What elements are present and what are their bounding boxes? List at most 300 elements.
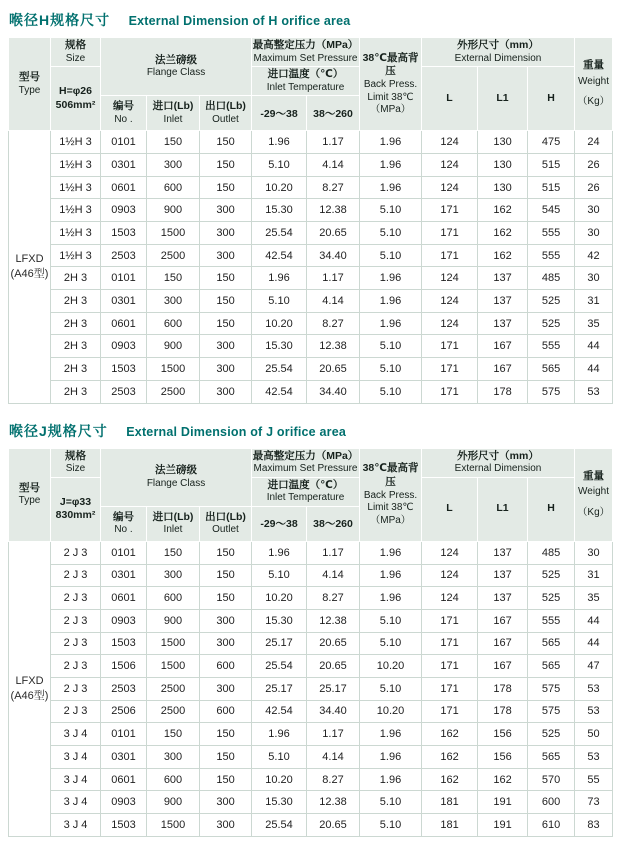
table-cell: 300 [200, 677, 252, 700]
table-cell: 3 J 4 [51, 791, 101, 814]
table-cell: 162 [422, 746, 478, 769]
table-j-title [9, 421, 612, 441]
col-header-weight [575, 448, 613, 541]
table-cell: 5.10 [360, 244, 422, 267]
table-cell: 5.10 [360, 814, 422, 837]
col-header-l [422, 477, 478, 541]
table-cell: 300 [200, 222, 252, 245]
table-cell: 10.20 [252, 587, 307, 610]
table-cell: 2H 3 [51, 358, 101, 381]
table-cell: 44 [575, 609, 613, 632]
table-cell: 167 [478, 609, 528, 632]
col-header-size [51, 448, 101, 477]
table-cell: 300 [200, 380, 252, 403]
no-label-zh: 编号 [113, 100, 134, 113]
table-cell: 1.96 [360, 290, 422, 313]
table-cell: 171 [422, 700, 478, 723]
table-cell: 20.65 [307, 814, 360, 837]
table-cell: 124 [422, 564, 478, 587]
table-cell: 181 [422, 791, 478, 814]
table-cell: 1.96 [360, 131, 422, 154]
table-cell: 1500 [147, 632, 200, 655]
bp-label-en2: Limit 38℃ [367, 502, 414, 514]
table-cell: 15.30 [252, 791, 307, 814]
type-label-en: Type [18, 495, 41, 507]
table-cell: 300 [200, 632, 252, 655]
temp-label-zh: 进口温度（℃） [267, 478, 344, 491]
col-header-back-pressure [360, 448, 422, 541]
temp-label-zh: 进口温度（℃） [267, 68, 344, 81]
table-row [9, 131, 613, 154]
table-cell: 2503 [101, 677, 147, 700]
table-cell: 0601 [101, 768, 147, 791]
table-cell: 171 [422, 677, 478, 700]
table-cell: 1.96 [360, 723, 422, 746]
header-row-2 [9, 477, 613, 506]
col-header-h [528, 477, 575, 541]
table-h-title-zh: 喉径H规格尺寸 [9, 12, 111, 28]
table-cell: 1½H 3 [51, 199, 101, 222]
no-label-zh: 编号 [113, 510, 134, 523]
bp-label-en2: Limit 38℃ [367, 91, 414, 103]
table-cell: 5.10 [252, 746, 307, 769]
table-cell: 191 [478, 791, 528, 814]
table-cell: 565 [528, 632, 575, 655]
table-cell: 150 [200, 267, 252, 290]
table-cell: 55 [575, 768, 613, 791]
table-row [9, 791, 613, 814]
table-cell: 44 [575, 358, 613, 381]
col-header-temp-range-high [307, 506, 360, 541]
table-cell: 124 [422, 541, 478, 564]
table-cell: 600 [147, 768, 200, 791]
table-row [9, 632, 613, 655]
flange-label-zh: 法兰磅级 [155, 464, 197, 477]
bp-label-en1: Back Press. [363, 489, 418, 501]
table-cell: 5.10 [360, 380, 422, 403]
header-row-2 [9, 67, 613, 96]
col-header-inlet [147, 96, 200, 131]
col-header-l1 [478, 477, 528, 541]
table-cell: 178 [478, 677, 528, 700]
table-cell: 171 [422, 244, 478, 267]
table-cell: 555 [528, 222, 575, 245]
table-cell: 137 [478, 541, 528, 564]
table-cell: 3 J 4 [51, 768, 101, 791]
table-cell: 1.17 [307, 541, 360, 564]
table-cell: 150 [200, 131, 252, 154]
table-cell: 137 [478, 587, 528, 610]
header-row-1 [9, 448, 613, 477]
table-cell: 1.96 [360, 312, 422, 335]
table-cell: 4.14 [307, 290, 360, 313]
table-cell: 150 [200, 541, 252, 564]
table-cell: 5.10 [252, 564, 307, 587]
table-cell: 570 [528, 768, 575, 791]
table-cell: 150 [147, 723, 200, 746]
table-cell: 1.96 [360, 541, 422, 564]
table-cell: 600 [147, 176, 200, 199]
table-cell: 475 [528, 131, 575, 154]
table-cell: 600 [200, 700, 252, 723]
table-cell: 35 [575, 312, 613, 335]
table-cell: 1.96 [360, 746, 422, 769]
model-type-cell [9, 131, 51, 403]
col-header-l1 [478, 67, 528, 131]
weight-label-zh: 重量 [583, 469, 605, 482]
table-row [9, 199, 613, 222]
table-cell: 1½H 3 [51, 176, 101, 199]
table-cell: 900 [147, 335, 200, 358]
table-row [9, 746, 613, 769]
type-label-zh: 型号 [19, 71, 40, 84]
table-cell: 565 [528, 746, 575, 769]
table-cell: 150 [200, 768, 252, 791]
table-cell: 575 [528, 700, 575, 723]
model-type-line2: (A46型) [10, 267, 49, 280]
table-cell: 26 [575, 153, 613, 176]
table-cell: 25.54 [252, 222, 307, 245]
table-cell: 25.54 [252, 814, 307, 837]
table-cell: 555 [528, 335, 575, 358]
table-cell: 5.10 [360, 335, 422, 358]
table-cell: 0903 [101, 199, 147, 222]
j-table-body [9, 541, 613, 836]
table-cell: 2H 3 [51, 290, 101, 313]
table-cell: 485 [528, 267, 575, 290]
table-cell: 2 J 3 [51, 564, 101, 587]
table-cell: 2500 [147, 677, 200, 700]
table-cell: 171 [422, 609, 478, 632]
col-header-h [528, 67, 575, 131]
table-cell: 124 [422, 153, 478, 176]
table-cell: 130 [478, 153, 528, 176]
table-cell: 5.10 [360, 222, 422, 245]
table-cell: 150 [200, 290, 252, 313]
table-cell: 3 J 4 [51, 723, 101, 746]
table-cell: 565 [528, 655, 575, 678]
table-row [9, 564, 613, 587]
j-orifice-spec-table [8, 448, 613, 837]
table-cell: 1.96 [360, 564, 422, 587]
table-cell: 1506 [101, 655, 147, 678]
table-cell: 31 [575, 564, 613, 587]
col-header-inlet-temperature [252, 67, 360, 96]
col-header-flange-class [101, 448, 252, 506]
table-row [9, 700, 613, 723]
size-label-zh: 规格 [65, 39, 86, 51]
table-cell: 1.96 [360, 587, 422, 610]
table-cell: 42.54 [252, 380, 307, 403]
table-cell: 171 [422, 358, 478, 381]
weight-label-unit: （Kg） [577, 506, 610, 518]
table-cell: 30 [575, 222, 613, 245]
table-cell: 53 [575, 677, 613, 700]
table-cell: 156 [478, 723, 528, 746]
table-cell: 50 [575, 723, 613, 746]
table-cell: 2506 [101, 700, 147, 723]
table-cell: 150 [200, 564, 252, 587]
table-cell: 137 [478, 312, 528, 335]
table-cell: 171 [422, 655, 478, 678]
table-cell: 300 [200, 244, 252, 267]
col-header-weight [575, 38, 613, 131]
table-cell: 0903 [101, 609, 147, 632]
table-cell: 10.20 [252, 312, 307, 335]
table-cell: 300 [147, 153, 200, 176]
table-cell: 5.10 [360, 791, 422, 814]
table-cell: 178 [478, 380, 528, 403]
table-row [9, 290, 613, 313]
outlet-label-zh: 出口(Lb) [205, 510, 246, 523]
table-j-title-zh: 喉径J规格尺寸 [9, 422, 108, 439]
table-cell: 1.96 [252, 723, 307, 746]
table-cell: 555 [528, 609, 575, 632]
weight-label-en: Weight [578, 486, 609, 498]
no-label-en: No . [114, 113, 133, 125]
table-cell: 1½H 3 [51, 244, 101, 267]
bp-label-unit: （MPa） [370, 104, 411, 116]
msp-label-en: Maximum Set Pressure [253, 52, 358, 64]
inlet-label-en: Inlet [163, 113, 183, 125]
table-cell: 15.30 [252, 199, 307, 222]
table-cell: 2H 3 [51, 335, 101, 358]
table-cell: 5.10 [360, 358, 422, 381]
table-cell: 15.30 [252, 609, 307, 632]
table-cell: 44 [575, 335, 613, 358]
table-cell: 565 [528, 358, 575, 381]
table-cell: 162 [422, 723, 478, 746]
table-cell: 42.54 [252, 244, 307, 267]
table-cell: 25.54 [252, 358, 307, 381]
table-cell: 2503 [101, 380, 147, 403]
col-header-outlet [200, 96, 252, 131]
h-table-body [9, 131, 613, 403]
table-cell: 300 [200, 358, 252, 381]
temp-range-low-label: -29～38 [260, 107, 298, 120]
table-row [9, 222, 613, 245]
inlet-label-zh: 进口(Lb) [152, 100, 194, 113]
table-cell: 0601 [101, 312, 147, 335]
table-cell: 162 [478, 768, 528, 791]
type-label-zh: 型号 [19, 481, 40, 494]
table-cell: 12.38 [307, 335, 360, 358]
table-cell: 167 [478, 335, 528, 358]
table-cell: 525 [528, 564, 575, 587]
table-cell: 300 [200, 791, 252, 814]
h-label: H [547, 91, 555, 104]
table-cell: 20.65 [307, 358, 360, 381]
table-cell: 20.65 [307, 655, 360, 678]
table-cell: 44 [575, 632, 613, 655]
size-spec-line1: H=φ26 [59, 85, 92, 98]
table-cell: 171 [422, 222, 478, 245]
table-cell: 1503 [101, 358, 147, 381]
table-cell: 2503 [101, 244, 147, 267]
table-cell: 300 [200, 335, 252, 358]
table-cell: 0301 [101, 746, 147, 769]
l-label: L [446, 502, 453, 515]
temp-range-high-label: 38～260 [313, 518, 353, 531]
size-label-zh: 规格 [65, 449, 86, 462]
model-type-cell [9, 541, 51, 836]
ext-label-zh: 外形尺寸（mm） [457, 449, 539, 462]
table-cell: 150 [147, 267, 200, 290]
col-header-size-spec [51, 67, 101, 131]
table-row [9, 335, 613, 358]
table-cell: 1.96 [360, 153, 422, 176]
table-h-title [9, 10, 612, 30]
table-cell: 300 [147, 290, 200, 313]
weight-label-en: Weight [578, 75, 609, 87]
table-cell: 2500 [147, 700, 200, 723]
col-header-type [9, 448, 51, 541]
table-cell: 53 [575, 380, 613, 403]
table-cell: 5.10 [360, 677, 422, 700]
no-label-en: No . [114, 524, 133, 536]
l-label: L [446, 91, 453, 104]
temp-label-en: Inlet Temperature [266, 492, 345, 504]
table-h-title-en: External Dimension of H orifice area [128, 14, 351, 28]
table-cell: 171 [422, 199, 478, 222]
table-cell: 4.14 [307, 153, 360, 176]
table-cell: 555 [528, 244, 575, 267]
table-cell: 5.10 [252, 153, 307, 176]
table-cell: 1.96 [252, 267, 307, 290]
table-cell: 12.38 [307, 791, 360, 814]
table-cell: 42.54 [252, 700, 307, 723]
flange-label-zh: 法兰磅级 [155, 53, 197, 66]
table-row [9, 176, 613, 199]
table-cell: 600 [147, 312, 200, 335]
table-cell: 300 [147, 746, 200, 769]
table-row [9, 358, 613, 381]
table-cell: 575 [528, 380, 575, 403]
msp-label-zh: 最高整定压力（MPa） [252, 449, 359, 462]
weight-label-zh: 重量 [583, 59, 605, 72]
header-row-1 [9, 38, 613, 67]
table-cell: 1.96 [360, 768, 422, 791]
size-spec-line1: J=φ33 [59, 495, 92, 508]
table-cell: 130 [478, 131, 528, 154]
col-header-inlet [147, 506, 200, 541]
bp-label-unit: （MPa） [370, 514, 411, 526]
table-cell: 30 [575, 267, 613, 290]
table-cell: 525 [528, 587, 575, 610]
table-cell: 3 J 4 [51, 746, 101, 769]
flange-label-en: Flange Class [146, 67, 206, 79]
table-cell: 150 [200, 587, 252, 610]
table-cell: 900 [147, 199, 200, 222]
table-cell: 8.27 [307, 312, 360, 335]
size-spec-line2: 830mm² [55, 509, 96, 522]
table-row [9, 380, 613, 403]
table-cell: 0101 [101, 541, 147, 564]
table-cell: 25.17 [252, 632, 307, 655]
table-cell: 181 [422, 814, 478, 837]
table-cell: 31 [575, 290, 613, 313]
table-cell: 600 [200, 655, 252, 678]
table-cell: 0101 [101, 131, 147, 154]
table-cell: 124 [422, 312, 478, 335]
table-cell: 525 [528, 723, 575, 746]
table-cell: 150 [200, 746, 252, 769]
table-cell: 162 [478, 244, 528, 267]
ext-label-zh: 外形尺寸（mm） [457, 39, 539, 51]
table-cell: 137 [478, 290, 528, 313]
col-header-l [422, 67, 478, 131]
table-cell: 5.10 [360, 632, 422, 655]
table-cell: 10.20 [252, 768, 307, 791]
table-row [9, 587, 613, 610]
table-cell: 124 [422, 587, 478, 610]
table-cell: 300 [147, 564, 200, 587]
table-cell: 150 [200, 312, 252, 335]
table-cell: 0301 [101, 290, 147, 313]
table-cell: 34.40 [307, 700, 360, 723]
j-table-header [9, 448, 613, 541]
col-header-size-spec [51, 477, 101, 541]
table-cell: 525 [528, 312, 575, 335]
table-cell: 2 J 3 [51, 700, 101, 723]
table-cell: 4.14 [307, 746, 360, 769]
col-header-max-set-pressure [252, 38, 360, 67]
table-cell: 485 [528, 541, 575, 564]
table-cell: 1503 [101, 222, 147, 245]
col-header-external-dimension [422, 448, 575, 477]
table-cell: 1503 [101, 814, 147, 837]
table-cell: 2 J 3 [51, 632, 101, 655]
model-type-line1: LFXD [15, 674, 44, 687]
table-cell: 171 [422, 380, 478, 403]
table-cell: 10.20 [252, 176, 307, 199]
table-cell: 130 [478, 176, 528, 199]
table-cell: 156 [478, 746, 528, 769]
table-cell: 191 [478, 814, 528, 837]
table-cell: 150 [147, 131, 200, 154]
table-cell: 0601 [101, 176, 147, 199]
table-cell: 0903 [101, 335, 147, 358]
inlet-label-zh: 进口(Lb) [152, 510, 194, 523]
table-cell: 8.27 [307, 768, 360, 791]
table-cell: 2 J 3 [51, 541, 101, 564]
table-cell: 0301 [101, 153, 147, 176]
table-cell: 1.96 [252, 541, 307, 564]
table-cell: 8.27 [307, 587, 360, 610]
table-row [9, 267, 613, 290]
table-cell: 300 [200, 199, 252, 222]
table-cell: 545 [528, 199, 575, 222]
msp-label-en: Maximum Set Pressure [253, 463, 358, 475]
table-cell: 600 [147, 587, 200, 610]
table-cell: 10.20 [360, 700, 422, 723]
table-cell: 34.40 [307, 244, 360, 267]
col-header-outlet [200, 506, 252, 541]
table-cell: 162 [422, 768, 478, 791]
table-cell: 2H 3 [51, 312, 101, 335]
table-cell: 124 [422, 131, 478, 154]
table-row [9, 609, 613, 632]
table-cell: 900 [147, 609, 200, 632]
flange-label-en: Flange Class [146, 477, 206, 489]
table-cell: 1½H 3 [51, 153, 101, 176]
table-cell: 2 J 3 [51, 587, 101, 610]
col-header-max-set-pressure [252, 448, 360, 477]
table-cell: 2 J 3 [51, 655, 101, 678]
table-cell: 30 [575, 199, 613, 222]
col-header-flange-class [101, 38, 252, 96]
table-cell: 2 J 3 [51, 677, 101, 700]
